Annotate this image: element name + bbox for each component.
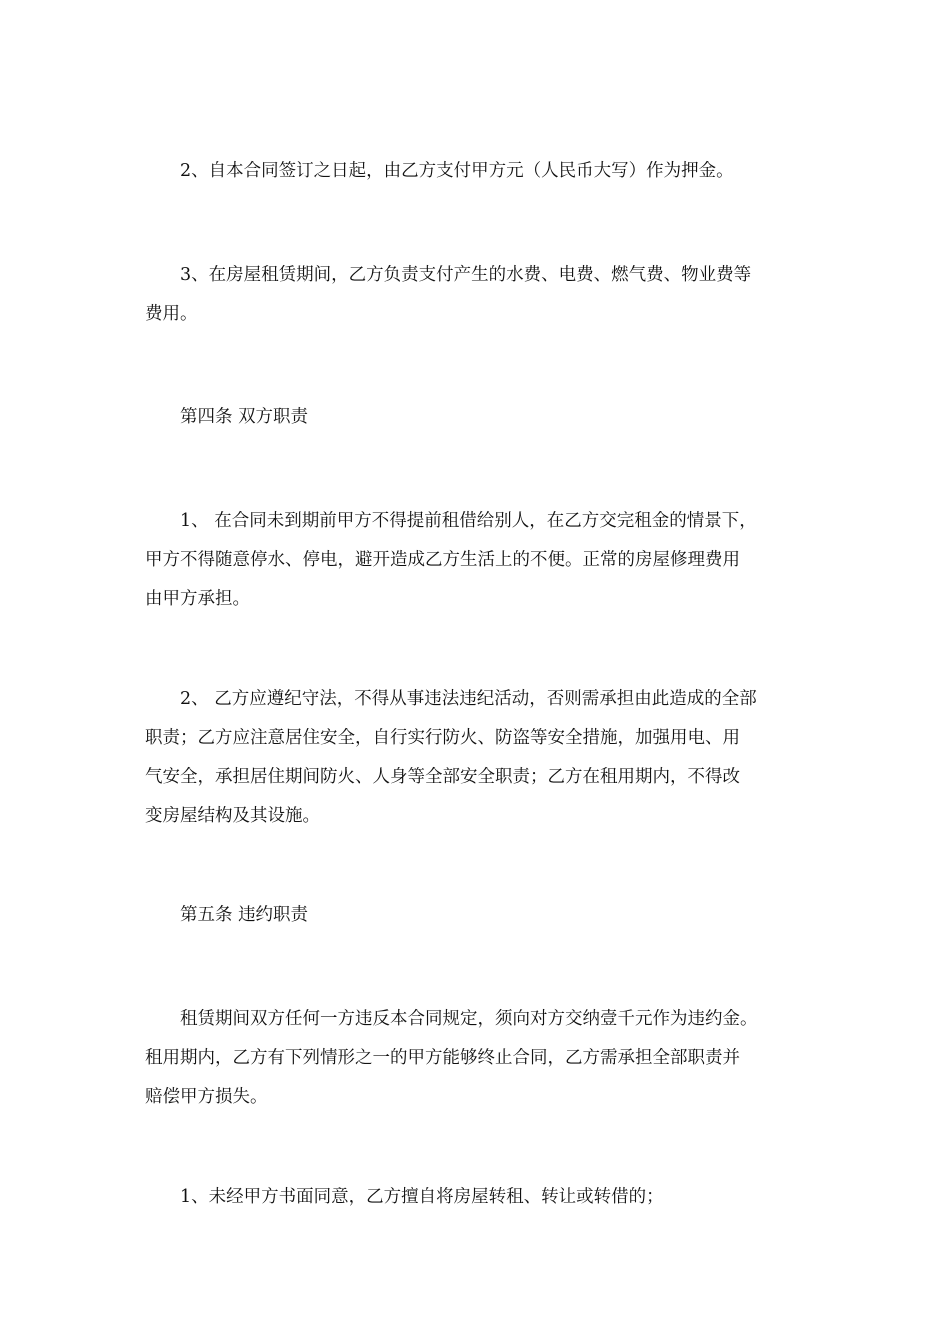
paragraph-breach-penalty — [145, 1000, 810, 1117]
text-line: 2、自本合同签订之日起，由乙方支付甲方元（人民币大写）作为押金。 — [180, 161, 734, 181]
heading-text: 第四条 双方职责 — [180, 407, 309, 427]
text-line: 1、 在合同未到期前甲方不得提前租借给别人，在乙方交完租金的情景下， — [180, 511, 757, 531]
text-line: 3、在房屋租赁期间，乙方负责支付产生的水费、电费、燃气费、物业费等 — [180, 265, 752, 285]
text-line: 甲方不得随意停水、停电，避开造成乙方生活上的不便。正常的房屋修理费用 — [145, 550, 740, 570]
text-line: 租赁期间双方任何一方违反本合同规定，须向对方交纳壹千元作为违约金。 — [180, 1009, 758, 1029]
text-line: 变房屋结构及其设施。 — [145, 806, 320, 826]
section-heading-article-5 — [145, 896, 810, 935]
text-line: 费用。 — [145, 304, 198, 324]
paragraph-landlord-duties — [145, 502, 810, 619]
text-line: 租用期内，乙方有下列情形之一的甲方能够终止合同，乙方需承担全部职责并 — [145, 1048, 740, 1068]
text-line: 气安全，承担居住期间防火、人身等全部安全职责；乙方在租用期内，不得改 — [145, 767, 740, 787]
text-line: 赔偿甲方损失。 — [145, 1087, 268, 1107]
paragraph-deposit — [145, 152, 810, 191]
text-line: 职责；乙方应注意居住安全，自行实行防火、防盗等安全措施，加强用电、用 — [145, 728, 740, 748]
paragraph-tenant-duties — [145, 680, 810, 836]
text-line: 由甲方承担。 — [145, 589, 250, 609]
heading-text: 第五条 违约职责 — [180, 905, 309, 925]
paragraph-sublet-clause — [145, 1178, 810, 1217]
text-line: 2、 乙方应遵纪守法，不得从事违法违纪活动，否则需承担由此造成的全部 — [180, 689, 757, 709]
paragraph-utilities — [145, 256, 810, 334]
section-heading-article-4 — [145, 398, 810, 437]
text-line: 1、未经甲方书面同意，乙方擅自将房屋转租、转让或转借的； — [180, 1187, 664, 1207]
